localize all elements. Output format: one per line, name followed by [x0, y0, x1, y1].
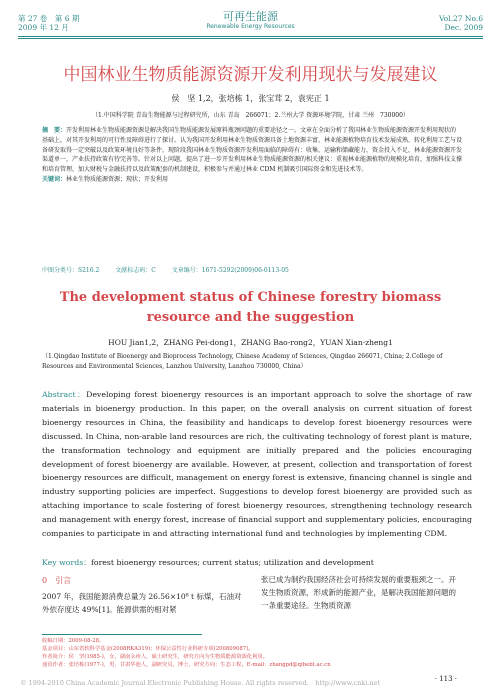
- keywords-en-text: forest bioenergy resources; current status; utilization and development: [91, 558, 374, 567]
- keywords-en-label: Key words：: [42, 558, 91, 567]
- affiliation-en: （1.Qingdao Institute of Bioenergy and Bioprocess Technology, Chinese Academy of Sciences, Qingdao 266071, China; 2.College of Resources and Environmental Sciences, Lanzhou University, Lanzhou 730000, China）: [42, 353, 443, 370]
- article-number: 文章编号：1671-5292(2009)06-0113-05: [171, 267, 289, 274]
- footnote-received: 收稿日期：2009-08-28。: [42, 638, 105, 644]
- page-number: · 113 ·: [434, 675, 457, 683]
- footnotes: [42, 637, 462, 669]
- header-volume-en: Vol.27 No.6: [438, 14, 483, 23]
- header-date-en: Dec. 2009: [444, 23, 483, 32]
- title-en: The development status of Chinese forestry biomass resource and the suggestion: [59, 290, 442, 325]
- abstract-en: [42, 388, 472, 541]
- affiliation-cn: （1.中国科学院 青岛生物能源与过程研究所，山东 青岛 266071；2.兰州大学 资源环境学院，甘肃 兰州 730000）: [92, 112, 409, 119]
- authors-cn: 侯 坚 1,2，张培栋 1，张宝茸 2，袁宪正 1: [171, 94, 330, 103]
- journal-name-cn: 可再生能源: [223, 10, 278, 23]
- keywords-cn-text: 林业生物质能源资源；现状；开发利用: [66, 175, 169, 183]
- meta-cn: [42, 265, 303, 274]
- footnote-funding: 基金项目：山东省软科学基金(2008RKA319)；环保公益性行业科研专项(200809087)。: [42, 646, 254, 652]
- document-code: 文献标志码：C: [115, 267, 156, 274]
- header-rule-2: [18, 38, 483, 39]
- body-column-left: 2007 年，我国能源消费总量为 26.56×10⁸ t 标煤，石油对外依存度达 49%[1]。能源供需的相对紧: [42, 592, 242, 614]
- keywords-en: [42, 557, 374, 568]
- abstract-cn-label: 摘 要：: [42, 127, 67, 134]
- footnote-corresponding: 通讯作者：张培栋(1977-)，男，甘肃华池人，副研究员，博士，研究方向：生态工程。E-mail：zhangpd@qibebt.ac.cn: [42, 662, 331, 668]
- clc-number: 中图分类号：S216.2: [42, 267, 100, 274]
- keywords-cn-label: 关键词：: [42, 175, 67, 183]
- header-journal-block: [0, 10, 501, 31]
- abstract-cn-text: 开发利用林业生物质能源资源是解决我国生物质能源发展原料瓶颈问题的重要途径之一。文章在全面分析了我国林业生物质能源资源开发利用现状的基础上，对其开发利用的可行性及障碍进行了探讨。认为我国开发利用林业生物质资源具备土地资源丰富、林业能源植物培育技术发展成熟、转化利用工艺与设备研发取得一定突破以及政策环境良好等条件，现阶段我国林业生物质资源开发利用面临的障碍有：收集、运输和储藏能力，资金投入不足，林业能源资源开发渠道单一，产业扶持政策有待完善等。针对以上问题，提出了进一步开发利用林业生物质能源资源的相关建议：重视林业能源植物的规模化培育，加强科技支撑和培育管理，加大财税与金融扶持以及政策配套的机制建设，积极参与并通过林业 CDM 机制吸引国际资金和先进技术等。: [42, 127, 463, 174]
- abstract-cn: [42, 126, 462, 185]
- body-column-right: 张已成为制约我国经济社会可持续发展的重要瓶颈之一。开发生物质资源，形成新的能源产业，是解决我国能源问题的一条重要途径。生物质资源: [261, 575, 456, 610]
- header-rule: [18, 36, 483, 37]
- section-heading: [42, 575, 71, 586]
- footnote-author: 作者简介：侯 坚(1985-)，女，湖南永州人，硕士研究生，研究方向为生物质能源资源化利用。: [42, 654, 268, 660]
- footnote-rule: [42, 634, 202, 635]
- journal-name-en: Renewable Energy Resources: [206, 23, 295, 30]
- section-number: 0: [42, 576, 48, 585]
- title-cn: 中国林业生物质能源资源开发利用现状与发展建议: [63, 65, 438, 85]
- abstract-en-label: Abstract：: [42, 390, 87, 399]
- header-volume-cn: 第 27 卷 第 6 期: [18, 14, 80, 23]
- header-date-cn: 2009 年 12 月: [18, 23, 69, 32]
- header-volume-en-block: [439, 14, 483, 32]
- abstract-en-text: Developing forest bioenergy resources is an important approach to solve the shortage of raw materials in bioenergy production. In this paper, on the overall analysis on current situation of forest bioenergy resources in China, the feasibility and handicaps to develop forest bioenergy resources were discussed. In China, non-arable land resources are rich, the cultivating technology of forest plant is mature, the transformation technology and equipment are initially prepared and the policies encouraging development of forest bioenergy are available. However, at present, collection and transportation of forest bioenergy resources are difficult, management on energy forest is extensive, financing channel is single and industry supporting policies are imperfect. Suggestions to develop forest bioenergy are provided such as attaching importance to scale fostering of forest bioenergy resources, strengthening technology research and management with energy forest, increase of financial support and supplementary policies, encouraging companies to participate in and attracting international fund and technologies by implementing CDM.: [42, 390, 473, 539]
- section-title: 引言: [55, 576, 72, 585]
- copyright-banner: © 1994-2010 China Academic Journal Electronic Publishing House. All rights reserved. http://www.cnki.net: [20, 679, 380, 687]
- authors-en: HOU Jian1,2，ZHANG Pei-dong1，ZHANG Bao-rong2，YUAN Xian-zheng1: [108, 338, 393, 347]
